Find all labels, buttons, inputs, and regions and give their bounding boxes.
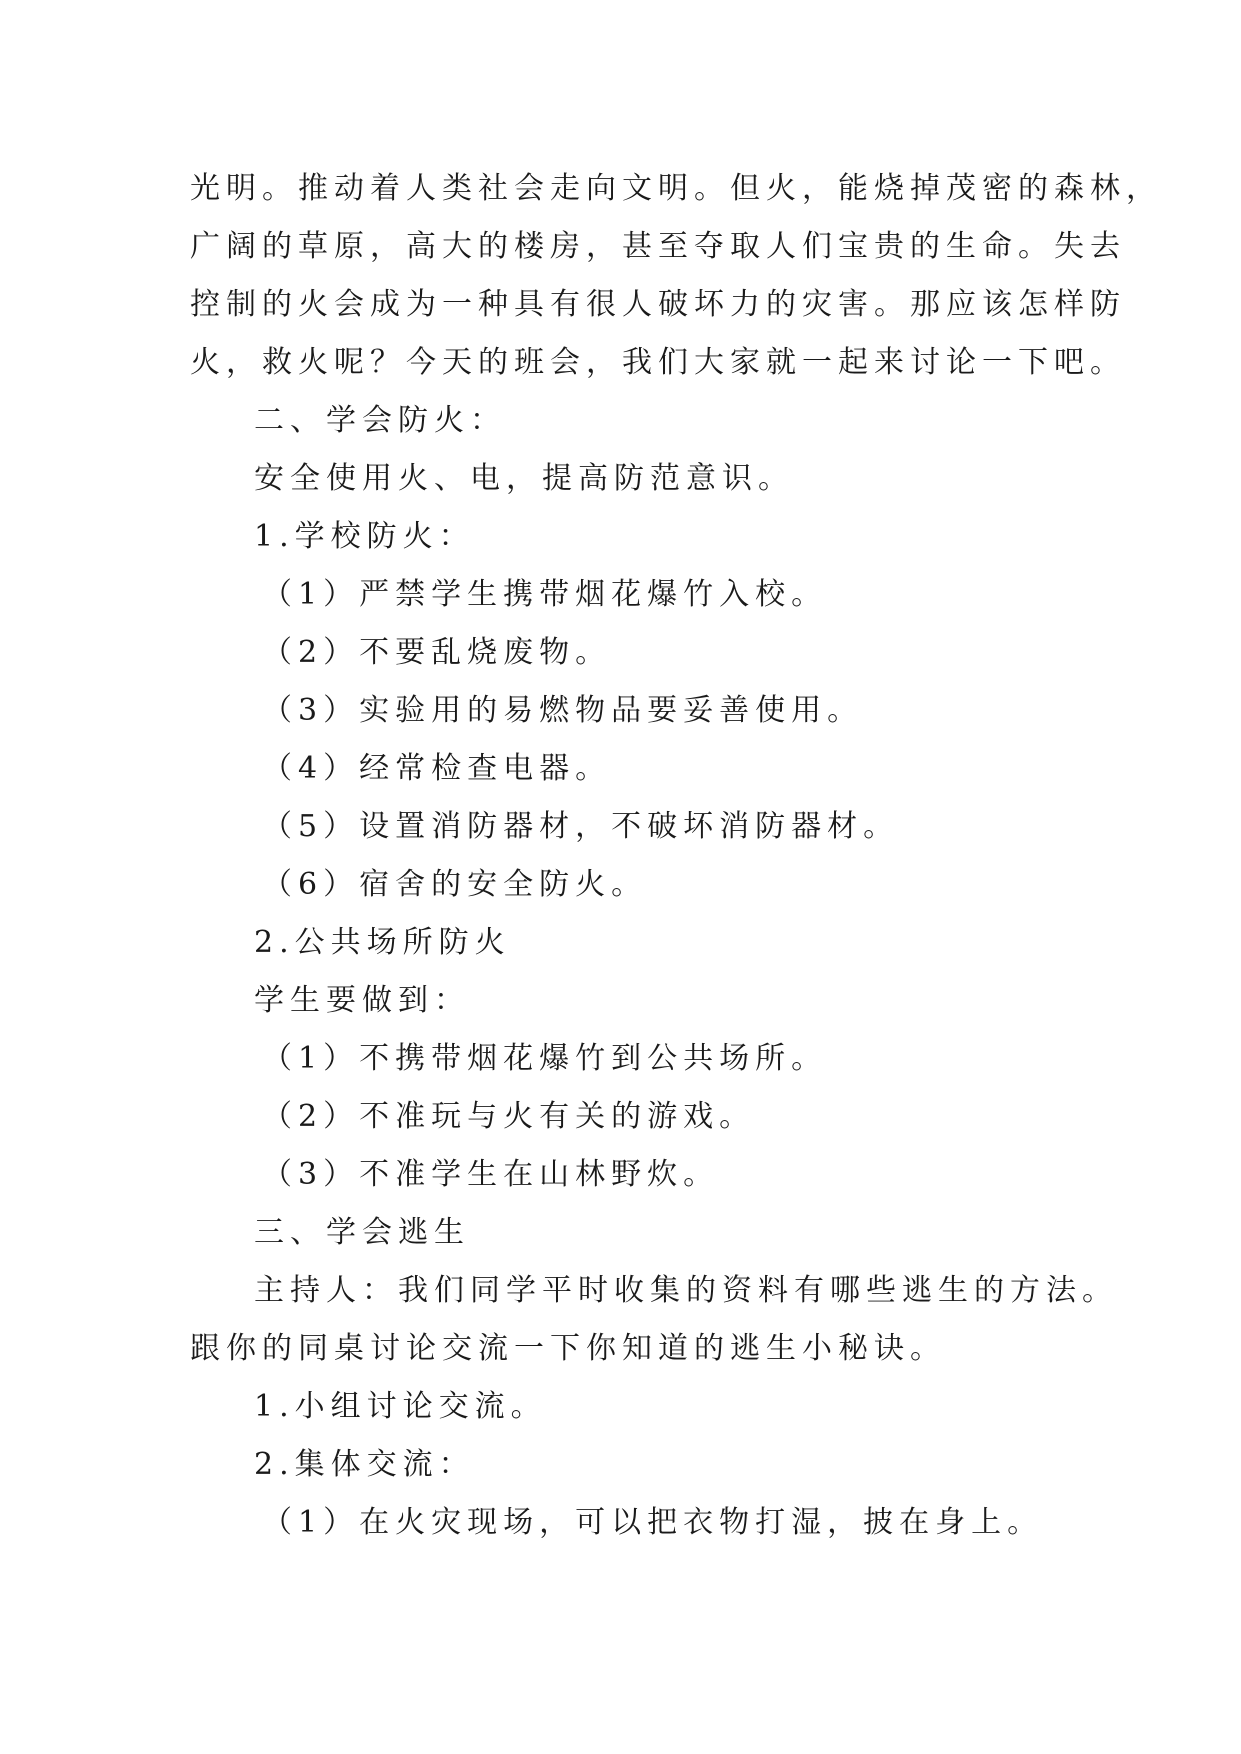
list-item: （1）严禁学生携带烟花爆竹入校。: [262, 577, 828, 612]
list-item: （4）经常检查电器。: [262, 751, 612, 786]
list-item: （1）在火灾现场，可以把衣物打湿，披在身上。: [262, 1505, 1044, 1540]
list-item: （3）不准学生在山林野炊。: [262, 1157, 720, 1192]
list-item: （5）设置消防器材，不破坏消防器材。: [262, 809, 900, 844]
paragraph-line: 主持人：我们同学平时收集的资料有哪些逃生的方法。: [254, 1273, 1118, 1308]
document-body: [190, 160, 1162, 1552]
paragraph-line: 学生要做到：: [254, 983, 470, 1018]
paragraph-line: 安全使用火、电，提高防范意识。: [254, 461, 794, 496]
section-heading: 三、学会逃生: [254, 1215, 470, 1250]
paragraph-line: 跟你的同桌讨论交流一下你知道的逃生小秘诀。: [190, 1331, 946, 1366]
paragraph-line: 火，救火呢？今天的班会，我们大家就一起来讨论一下吧。: [190, 345, 1126, 380]
list-heading: 1.小组讨论交流。: [254, 1389, 547, 1424]
list-heading: 2.集体交流：: [254, 1447, 475, 1482]
list-item: （3）实验用的易燃物品要妥善使用。: [262, 693, 864, 728]
paragraph-line: 控制的火会成为一种具有很人破坏力的灾害。那应该怎样防: [190, 287, 1126, 322]
list-heading: 1.学校防火：: [254, 519, 475, 554]
list-heading: 2.公共场所防火: [254, 925, 511, 960]
list-item: （1）不携带烟花爆竹到公共场所。: [262, 1041, 828, 1076]
list-item: （2）不准玩与火有关的游戏。: [262, 1099, 756, 1134]
list-item: （2）不要乱烧废物。: [262, 635, 612, 670]
paragraph-line: 光明。推动着人类社会走向文明。但火，能烧掉茂密的森林，: [190, 171, 1162, 206]
paragraph-line: 广阔的草原，高大的楼房，甚至夺取人们宝贵的生命。失去: [190, 229, 1126, 264]
section-heading: 二、学会防火：: [254, 403, 506, 438]
list-item: （6）宿舍的安全防火。: [262, 867, 648, 902]
